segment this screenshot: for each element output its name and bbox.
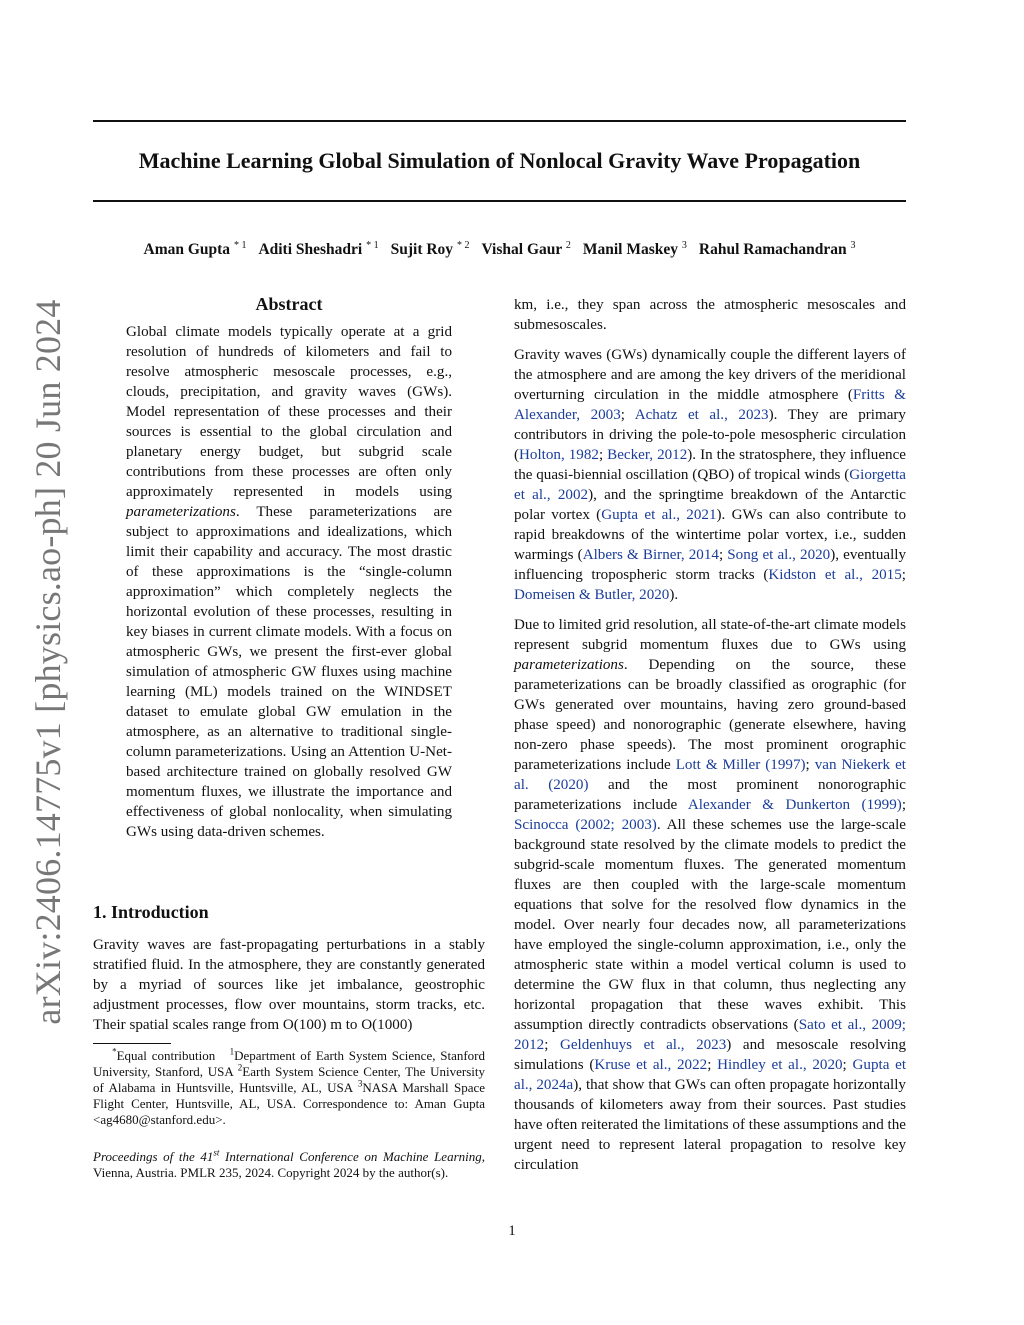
proceedings-note: Proceedings of the 41st International Conference on Machine Learning, Vienna, Austria. PMLR 235, 2024. Copyright 2024 by the author(s). [93, 1147, 485, 1180]
top-rule [93, 120, 906, 122]
citation-link[interactable]: Albers & Birner, 2014 [582, 547, 719, 563]
citation-link[interactable]: Kidston et al., 2015 [768, 567, 902, 583]
citation-link[interactable]: Giorgetta et al., 2002 [514, 467, 906, 503]
introduction-paragraph: Gravity waves are fast-propagating perturbations in a stably stratified fluid. In the atmosphere, they are constantly generated by a myriad of sources like jet imbalance, geostrophic adjustment processes, flow over mountains, storm tracks, etc. Their spatial scales range from O(100) m to O(1000) [93, 937, 485, 1033]
title-bottom-rule [93, 200, 906, 202]
author-name: Sujit Roy $^{* 2}$ [390, 240, 470, 259]
citation-link[interactable]: Becker, 2012 [607, 447, 688, 463]
citation-link[interactable]: van Niekerk et al. (2020) [514, 757, 906, 793]
abstract-body: Global climate models typically operate at a grid resolution of hundreds of kilometers and fail to resolve atmospheric mesoscale processes, e.g., clouds, precipitation, and gravity waves (GWs). Model representation of these processes and their sources is essential to the global circulation and planetary energy budget, but subgrid scale contributions from these processes are often only approximately represented in models using parameterizations. These parameterizations are subject to approximations and idealizations, which limit their capability and accuracy. The most drastic of these approximations is the “single-column approximation” which completely neglects the horizontal evolution of these processes, resulting in key biases in current climate models. With a focus on atmospheric GWs, we present the first-ever global simulation of atmospheric GW fluxes using machine learning (ML) models trained on the WINDSET dataset to emulate global GW emulation in the atmosphere, as an alternative to traditional single-column parameterizations. Using an Attention U-Net-based architecture trained on globally resolved GW momentum fluxes, we illustrate the importance and effectiveness of global nonlocality, when simulating GWs using data-driven schemes. [126, 324, 452, 840]
citation-link[interactable]: Lott & Miller (1997) [675, 757, 806, 773]
author-name: Manil Maskey $^3$ [582, 240, 687, 259]
citation-link[interactable]: Fritts & Alexander, 2003 [514, 387, 906, 423]
citation-link[interactable]: Hindley et al., 2020 [717, 1057, 843, 1073]
citation-link[interactable]: Sato et al., 2009; 2012 [514, 1017, 906, 1053]
right-paragraph-2: Due to limited grid resolution, all state-of-the-art climate models represent subgrid momentum fluxes due to GWs using parameterizations. Depending on the source, these parameterizations can be broadly classified as orographic (for GWs generated over mountains, having zero ground-based phase speed) and nonorographic (generate elsewhere, having non-zero phase speeds). The most prominent orographic parameterizations include Lott & Miller (1997); van Niekerk et al. (2020) and the most prominent nonorographic parameterizations include Alexander & Dunkerton (1999); Scinocca (2002; 2003). All these schemes use the large-scale background state resolved by the climate models to predict the subgrid-scale momentum fluxes. The generated momentum fluxes are then coupled with the large-scale momentum equations that solve for the resolved flow dynamics in the model. Over nearly four decades now, all parameterizations have employed the single-column approximation, i.e., only the atmospheric state within a model vertical column is used to determine the GW flux in that column, thus neglecting any horizontal propagation that these waves exhibit. This assumption directly contradicts observations (Sato et al., 2009; 2012; Geldenhuys et al., 2023) and mesoscale resolving simulations (Kruse et al., 2022; Hindley et al., 2020; Gupta et al., 2024a), that show that GWs can often propagate horizontally thousands of kilometers away from their sources. Past studies have often reiterated the limitations of these assumptions and the urgent need to represent lateral propagation to resolve key circulation [514, 617, 907, 1173]
author-name: Aditi Sheshadri $^{* 1}$ [258, 240, 379, 259]
right-column [514, 295, 906, 1185]
citation-link[interactable]: Alexander & Dunkerton (1999) [687, 797, 902, 813]
citation-link[interactable]: Achatz et al., 2023 [634, 407, 769, 423]
section-heading-introduction: 1. Introduction [93, 902, 209, 922]
citation-link[interactable]: Gupta et al., 2021 [601, 507, 717, 523]
citation-link[interactable]: Holton, 1982 [519, 447, 599, 463]
citation-link[interactable]: Scinocca (2002; 2003) [514, 817, 657, 833]
arxiv-side-stamp: arXiv:2406.14775v1 [physics.ao-ph] 20 Jun 2024 [28, 299, 68, 1025]
citation-link[interactable]: Domeisen & Butler, 2020 [514, 587, 670, 603]
right-paragraph-1: Gravity waves (GWs) dynamically couple the different layers of the atmosphere and are among the key drivers of the meridional overturning circulation in the middle atmosphere (Fritts & Alexander, 2003; Achatz et al., 2023). They are primary contributors in driving the pole-to-pole mesospheric circulation (Holton, 1982; Becker, 2012). In the stratosphere, they influence the quasi-biennial oscillation (QBO) of tropical winds (Giorgetta et al., 2002), and the springtime breakdown of the Antarctic polar vortex (Gupta et al., 2021). GWs can also contribute to rapid breakdowns of the wintertime polar vortex, i.e., sudden warmings (Albers & Birner, 2014; Song et al., 2020), eventually influencing tropospheric storm tracks (Kidston et al., 2015; Domeisen & Butler, 2020). [514, 347, 907, 603]
right-paragraph-0: km, i.e., they span across the atmospheric mesoscales and submesoscales. [514, 297, 906, 333]
citation-link[interactable]: Geldenhuys et al., 2023 [559, 1037, 727, 1053]
author-name: Aman Gupta $^{* 1}$ [143, 240, 247, 259]
citation-link[interactable]: Song et al., 2020 [727, 547, 831, 563]
citation-link[interactable]: Gupta et al., 2024a [514, 1057, 907, 1093]
footnote-rule [93, 1043, 171, 1044]
author-list [93, 236, 906, 260]
paper-title: Machine Learning Global Simulation of Nonlocal Gravity Wave Propagation [138, 148, 861, 173]
footnotes: *Equal contribution $^1$Department of Earth System Science, Stanford University, Stanford, USA $^2$Earth System Science Center, The University of Alabama in Huntsville, Huntsville, AL, USA $^3$NASA Marshall Space Flight Center, Huntsville, AL, USA. Correspondence to: Aman Gupta <ag4680@stanford.edu>. [93, 1046, 486, 1127]
author-name: Rahul Ramachandran $^3$ [698, 240, 856, 259]
author-name: Vishal Gaur $^2$ [481, 240, 571, 259]
abstract-heading: Abstract [255, 294, 323, 314]
citation-link[interactable]: Kruse et al., 2022 [594, 1057, 708, 1073]
page-number: 1 [508, 1223, 516, 1239]
